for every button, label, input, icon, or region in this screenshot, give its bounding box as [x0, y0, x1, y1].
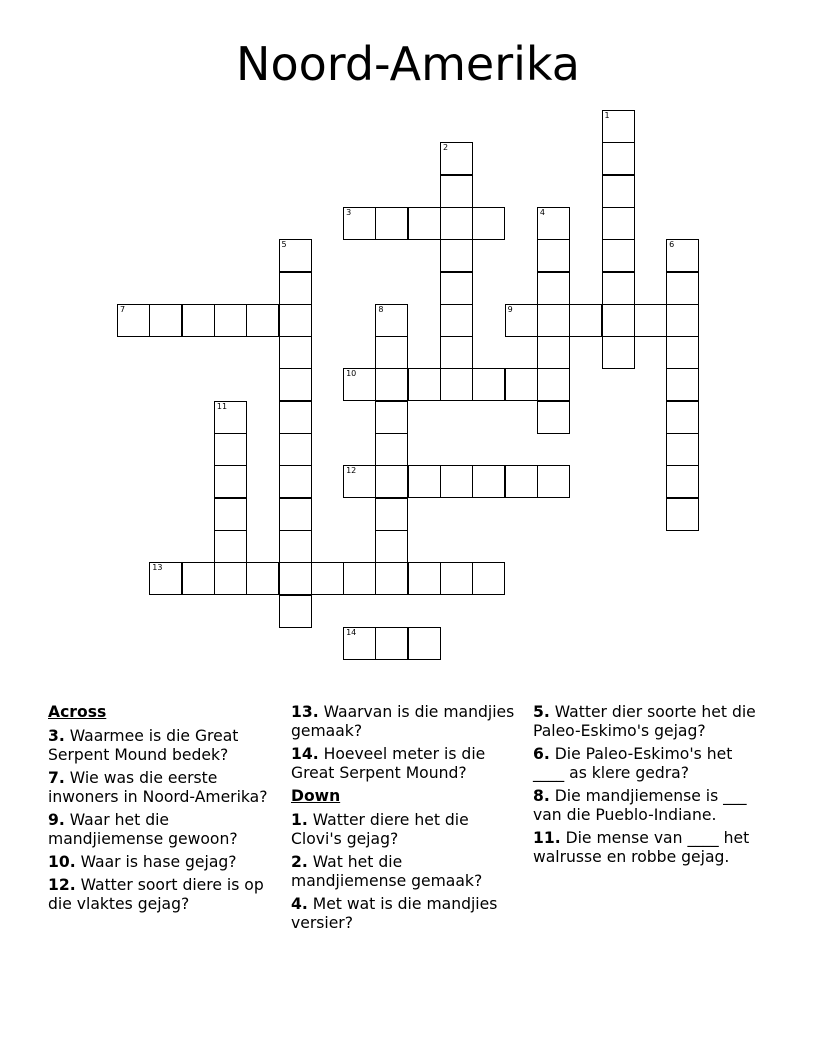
clue-number-label: 8: [378, 304, 384, 314]
clue-text: Die Paleo-Eskimo's het ____ as klere gedra?: [533, 745, 733, 782]
grid-cell[interactable]: [279, 498, 312, 531]
grid-cell[interactable]: [279, 368, 312, 401]
down-clue-11: [533, 829, 758, 867]
grid-cell[interactable]: [602, 304, 635, 337]
clue-number-label: 9: [507, 304, 513, 314]
clue-number-label: 7: [120, 304, 126, 314]
clue-number: 6.: [533, 745, 550, 763]
down-clue-1: [291, 811, 516, 849]
clue-number-label: 12: [346, 466, 357, 476]
clue-number-label: 6: [669, 240, 675, 250]
grid-cell[interactable]: [440, 368, 473, 401]
clue-text: Wie was die eerste inwoners in Noord-Amerika?: [48, 769, 268, 806]
down-clue-5: [533, 703, 758, 741]
grid-cell[interactable]: [375, 498, 408, 531]
clue-number-label: 4: [539, 207, 545, 217]
grid-cell[interactable]: [375, 627, 408, 660]
grid-cell[interactable]: [602, 336, 635, 369]
clue-text: Waar het die mandjiemense gewoon?: [48, 811, 238, 848]
clue-text: Die mense van ____ het walrusse en robbe gejag.: [533, 829, 750, 866]
clue-number-label: 10: [346, 369, 357, 379]
grid-cell[interactable]: [279, 239, 312, 272]
grid-cell[interactable]: [440, 175, 473, 208]
clue-number: 8.: [533, 787, 550, 805]
clue-text: Waarvan is die mandjies gemaak?: [291, 703, 515, 740]
grid-cell[interactable]: [343, 465, 376, 498]
grid-cell[interactable]: [408, 368, 441, 401]
grid-cell[interactable]: [602, 239, 635, 272]
clue-text: Die mandjiemense is ___ van die Pueblo-Indiane.: [533, 787, 747, 824]
across-clue-13: [291, 703, 516, 741]
clue-text: Watter dier soorte het die Paleo-Eskimo's gejag?: [533, 703, 756, 740]
grid-cell[interactable]: [375, 433, 408, 466]
grid-cell[interactable]: [408, 627, 441, 660]
grid-cell[interactable]: [440, 465, 473, 498]
grid-cell[interactable]: [279, 465, 312, 498]
grid-cell[interactable]: [472, 207, 505, 240]
grid-cell[interactable]: [375, 530, 408, 563]
clue-number: 10.: [48, 853, 76, 871]
grid-cell[interactable]: [537, 465, 570, 498]
grid-cell[interactable]: [537, 239, 570, 272]
grid-cell[interactable]: [214, 433, 247, 466]
grid-cell[interactable]: [537, 336, 570, 369]
grid-cell[interactable]: [375, 465, 408, 498]
grid-cell[interactable]: [666, 336, 699, 369]
grid-cell[interactable]: [537, 368, 570, 401]
grid-cell[interactable]: [279, 562, 312, 595]
grid-cell[interactable]: [666, 368, 699, 401]
clue-number: 9.: [48, 811, 65, 829]
grid-cell[interactable]: [375, 304, 408, 337]
grid-cell[interactable]: [214, 401, 247, 434]
grid-cell[interactable]: [569, 304, 602, 337]
across-clue-14: [291, 745, 516, 783]
grid-cell[interactable]: [602, 142, 635, 175]
clue-text: Waarmee is die Great Serpent Mound bedek?: [48, 727, 239, 764]
puzzle-title: Noord-Amerika: [236, 37, 580, 91]
grid-cell[interactable]: [375, 562, 408, 595]
clue-number-label: 13: [152, 563, 163, 573]
grid-cell[interactable]: [214, 304, 247, 337]
grid-cell[interactable]: [214, 530, 247, 563]
grid-cell[interactable]: [279, 304, 312, 337]
grid-cell[interactable]: [666, 433, 699, 466]
clue-number-label: 3: [346, 207, 352, 217]
clue-number: 4.: [291, 895, 308, 913]
across-clue-10: [48, 853, 273, 872]
grid-cell[interactable]: [408, 207, 441, 240]
clue-text: Hoeveel meter is die Great Serpent Mound?: [291, 745, 486, 782]
clue-text: Watter diere het die Clovi's gejag?: [291, 811, 469, 848]
clue-number: 14.: [291, 745, 319, 763]
grid-cell[interactable]: [279, 401, 312, 434]
grid-cell[interactable]: [343, 562, 376, 595]
grid-cell[interactable]: [602, 207, 635, 240]
clue-column-2: [291, 703, 516, 937]
clue-text: Waar is hase gejag?: [80, 853, 237, 871]
clue-column-3: [533, 703, 758, 871]
grid-cell[interactable]: [505, 304, 538, 337]
clue-number: 7.: [48, 769, 65, 787]
grid-cell[interactable]: [375, 336, 408, 369]
grid-cell[interactable]: [440, 562, 473, 595]
clue-number-label: 1: [604, 111, 610, 120]
grid-cell[interactable]: [666, 401, 699, 434]
grid-cell[interactable]: [279, 336, 312, 369]
across-clue-3: [48, 727, 273, 765]
grid-cell[interactable]: [634, 304, 667, 337]
grid-cell[interactable]: [440, 239, 473, 272]
down-clue-6: [533, 745, 758, 783]
clue-number-label: 2: [443, 143, 449, 153]
grid-cell[interactable]: [246, 562, 279, 595]
grid-cell[interactable]: [279, 530, 312, 563]
grid-cell[interactable]: [537, 304, 570, 337]
grid-cell[interactable]: [472, 465, 505, 498]
grid-cell[interactable]: [666, 498, 699, 531]
grid-cell[interactable]: [440, 207, 473, 240]
grid-cell[interactable]: [149, 562, 182, 595]
grid-cell[interactable]: [472, 562, 505, 595]
clue-number: 12.: [48, 876, 76, 894]
grid-cell[interactable]: [472, 368, 505, 401]
grid-cell[interactable]: [117, 304, 150, 337]
grid-cell[interactable]: [279, 433, 312, 466]
clue-number: 2.: [291, 853, 308, 871]
clue-number: 1.: [291, 811, 308, 829]
clue-number: 13.: [291, 703, 319, 721]
grid-cell[interactable]: [375, 207, 408, 240]
across-heading: Across: [48, 703, 107, 721]
clue-number-label: 5: [281, 240, 287, 250]
clue-column-1: [48, 703, 273, 918]
clue-text: Watter soort diere is op die vlaktes gejag?: [48, 876, 264, 913]
clue-number: 11.: [533, 829, 561, 847]
clue-list: [48, 703, 788, 1003]
across-clue-9: [48, 811, 273, 849]
grid-cell[interactable]: [214, 562, 247, 595]
grid-cell[interactable]: [408, 562, 441, 595]
grid-cell[interactable]: [602, 175, 635, 208]
grid-cell[interactable]: [666, 239, 699, 272]
grid-cell[interactable]: [279, 272, 312, 305]
grid-cell[interactable]: [440, 336, 473, 369]
down-heading: Down: [291, 787, 341, 805]
grid-cell[interactable]: [440, 272, 473, 305]
across-clue-7: [48, 769, 273, 807]
grid-cell[interactable]: [505, 368, 538, 401]
down-clue-2: [291, 853, 516, 891]
grid-cell[interactable]: [666, 272, 699, 305]
across-clue-12: [48, 876, 273, 914]
grid-cell[interactable]: [537, 401, 570, 434]
clue-number: 3.: [48, 727, 65, 745]
grid-cell[interactable]: [602, 272, 635, 305]
grid-cell[interactable]: [311, 562, 344, 595]
grid-cell[interactable]: [343, 207, 376, 240]
grid-cell[interactable]: [375, 401, 408, 434]
grid-cell[interactable]: [537, 272, 570, 305]
grid-cell[interactable]: [149, 304, 182, 337]
grid-cell[interactable]: [440, 304, 473, 337]
grid-cell[interactable]: [440, 142, 473, 175]
grid-cell[interactable]: [666, 465, 699, 498]
down-clue-8: [533, 787, 758, 825]
grid-cell[interactable]: [246, 304, 279, 337]
clue-text: Wat het die mandjiemense gemaak?: [291, 853, 483, 890]
grid-cell[interactable]: [602, 110, 635, 143]
clue-text: Met wat is die mandjies versier?: [291, 895, 498, 932]
grid-cell[interactable]: [214, 498, 247, 531]
grid-cell[interactable]: [182, 562, 215, 595]
grid-cell[interactable]: [279, 595, 312, 628]
grid-cell[interactable]: [182, 304, 215, 337]
grid-cell[interactable]: [375, 368, 408, 401]
clue-number-label: 11: [216, 401, 228, 411]
grid-cell[interactable]: [214, 465, 247, 498]
grid-cell[interactable]: [666, 304, 699, 337]
grid-cell[interactable]: [343, 627, 376, 660]
grid-cell[interactable]: [505, 465, 538, 498]
down-clue-4: [291, 895, 516, 933]
clue-number-label: 14: [346, 627, 357, 637]
clue-number: 5.: [533, 703, 550, 721]
grid-cell[interactable]: [408, 465, 441, 498]
grid-cell[interactable]: [537, 207, 570, 240]
grid-cell[interactable]: [343, 368, 376, 401]
